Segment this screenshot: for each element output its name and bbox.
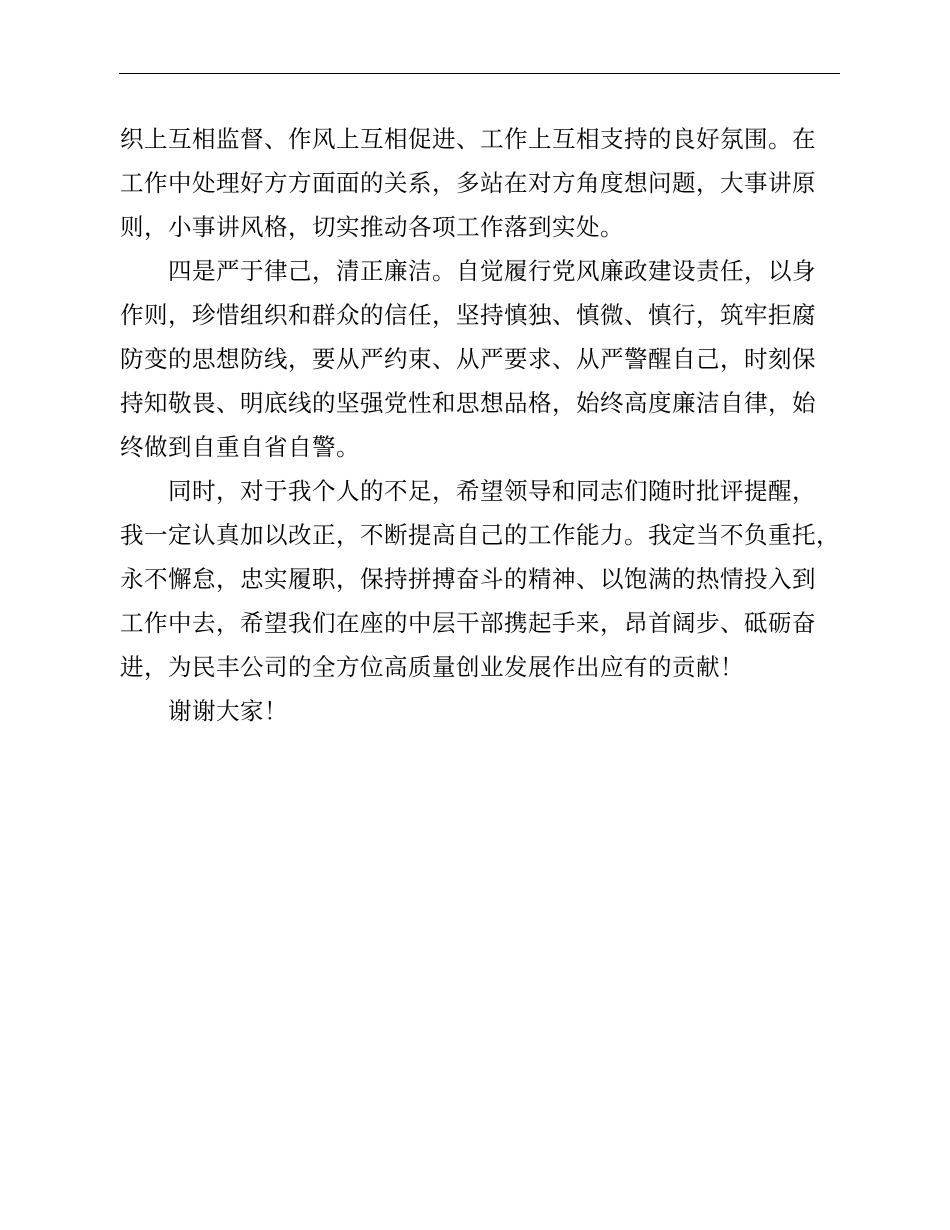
text-line: 进，为民丰公司的全方位高质量创业发展作出应有的贡献！ <box>120 653 744 681</box>
text-line: 作则，珍惜组织和群众的信任，坚持慎独、慎微、慎行，筑牢拒腐 <box>120 301 816 329</box>
closing-line: 谢谢大家！ <box>168 697 288 725</box>
text-line: 工作中处理好方方面面的关系，多站在对方角度想问题，大事讲原 <box>120 169 816 197</box>
document-body <box>120 117 860 733</box>
text-line: 则，小事讲风格，切实推动各项工作落到实处。 <box>120 213 624 241</box>
text-line: 终做到自重自省自警。 <box>120 433 360 461</box>
text-line: 防变的思想防线，要从严约束、从严要求、从严警醒自己，时刻保 <box>120 345 816 373</box>
text-line: 工作中去，希望我们在座的中层干部携起手来，昂首阔步、砥砺奋 <box>120 609 816 637</box>
header-rule <box>119 73 840 74</box>
text-line: 我一定认真加以改正，不断提高自己的工作能力。我定当不负重托， <box>120 521 840 549</box>
paragraph-start-line: 同时，对于我个人的不足，希望领导和同志们随时批评提醒， <box>168 477 816 505</box>
text-line: 持知敬畏、明底线的坚强党性和思想品格，始终高度廉洁自律，始 <box>120 389 816 417</box>
paragraph-start-line: 四是严于律己，清正廉洁。自觉履行党风廉政建设责任，以身 <box>168 257 816 285</box>
text-line: 织上互相监督、作风上互相促进、工作上互相支持的良好氛围。在 <box>120 125 816 153</box>
text-line: 永不懈怠，忠实履职，保持拼搏奋斗的精神、以饱满的热情投入到 <box>120 565 816 593</box>
